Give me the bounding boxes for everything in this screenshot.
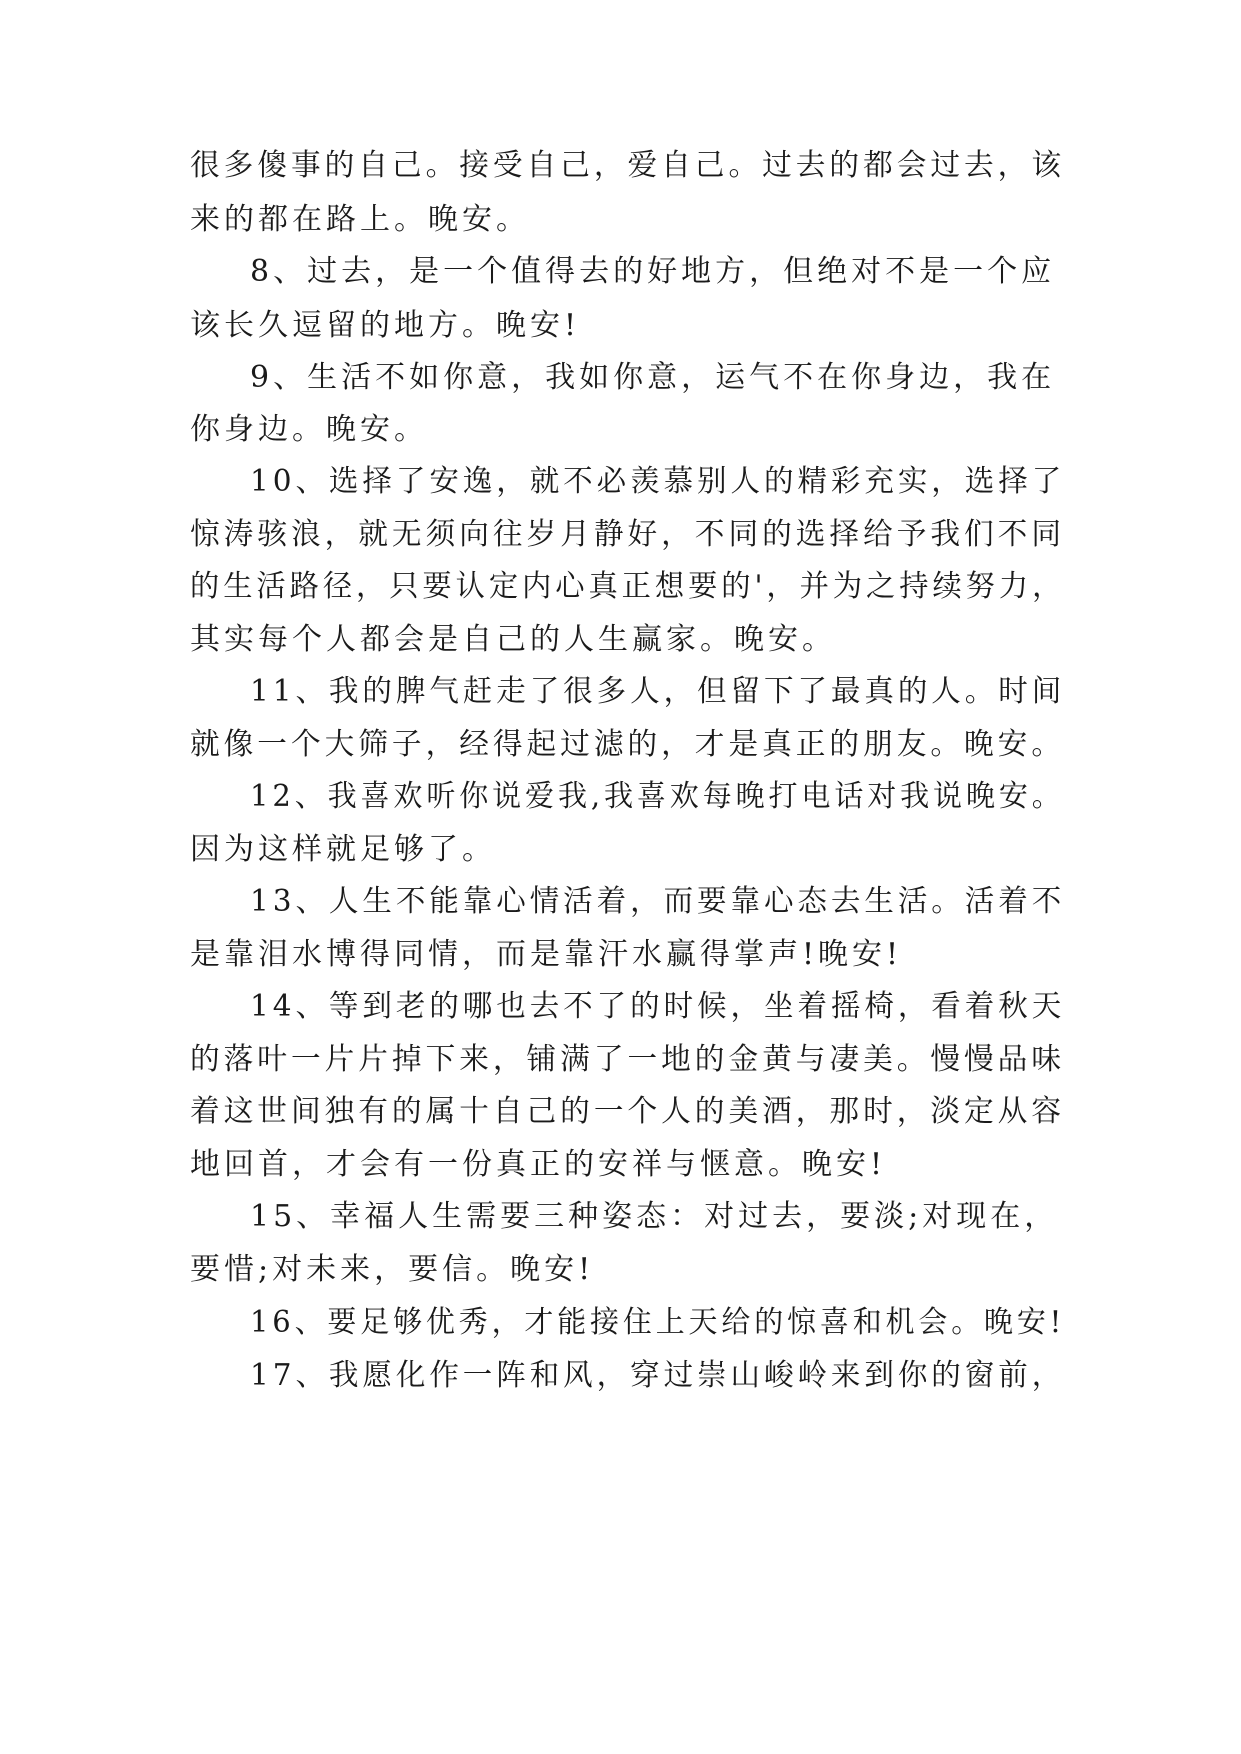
text-line: 要惜;对未来，要信。晚安! (190, 1252, 595, 1287)
text-line: 来的都在路上。晚安。 (190, 202, 530, 237)
text-line: 是靠泪水博得同情，而是靠汗水赢得掌声!晚安! (190, 937, 903, 972)
text-line: 14、等到老的哪也去不了的时候，坐着摇椅，看着秋天 (250, 989, 1066, 1024)
text-line: 很多傻事的自己。接受自己，爱自己。过去的都会过去，该 (190, 148, 1065, 183)
text-line: 惊涛骇浪，就无须向往岁月静好，不同的选择给予我们不同 (190, 517, 1065, 552)
text-line: 该长久逗留的地方。晚安! (190, 308, 581, 343)
text-line: 的落叶一片片掉下来，铺满了一地的金黄与凄美。慢慢品味 (190, 1042, 1065, 1077)
text-line: 8、过去，是一个值得去的好地方，但绝对不是一个应 (250, 254, 1056, 289)
text-line: 你身边。晚安。 (190, 412, 428, 447)
text-line: 13、人生不能靠心情活着，而要靠心态去生活。活着不 (250, 884, 1066, 919)
text-line: 地回首，才会有一份真正的安祥与惬意。晚安! (190, 1147, 887, 1182)
text-line: 因为这样就足够了。 (190, 832, 496, 867)
text-line: 的生活路径，只要认定内心真正想要的'，并为之持续努力， (190, 569, 1066, 604)
text-line: 11、我的脾气赶走了很多人，但留下了最真的人。时间 (250, 674, 1066, 709)
text-line: 10、选择了安逸，就不必羡慕别人的精彩充实，选择了 (250, 464, 1066, 499)
text-line: 15、幸福人生需要三种姿态：对过去，要淡;对现在， (250, 1199, 1059, 1234)
text-line: 17、我愿化作一阵和风，穿过崇山峻岭来到你的窗前， (250, 1358, 1066, 1393)
text-line: 16、要足够优秀，才能接住上天给的惊喜和机会。晚安! (250, 1305, 1066, 1340)
text-line: 9、生活不如你意，我如你意，运气不在你身边，我在 (250, 360, 1056, 395)
text-line: 就像一个大筛子，经得起过滤的，才是真正的朋友。晚安。 (190, 727, 1065, 762)
text-line: 12、我喜欢听你说爱我,我喜欢每晚打电话对我说晚安。 (250, 779, 1065, 814)
text-line: 其实每个人都会是自己的人生赢家。晚安。 (190, 622, 836, 657)
text-line: 着这世间独有的属十自己的一个人的美酒，那时，淡定从容 (190, 1094, 1065, 1129)
